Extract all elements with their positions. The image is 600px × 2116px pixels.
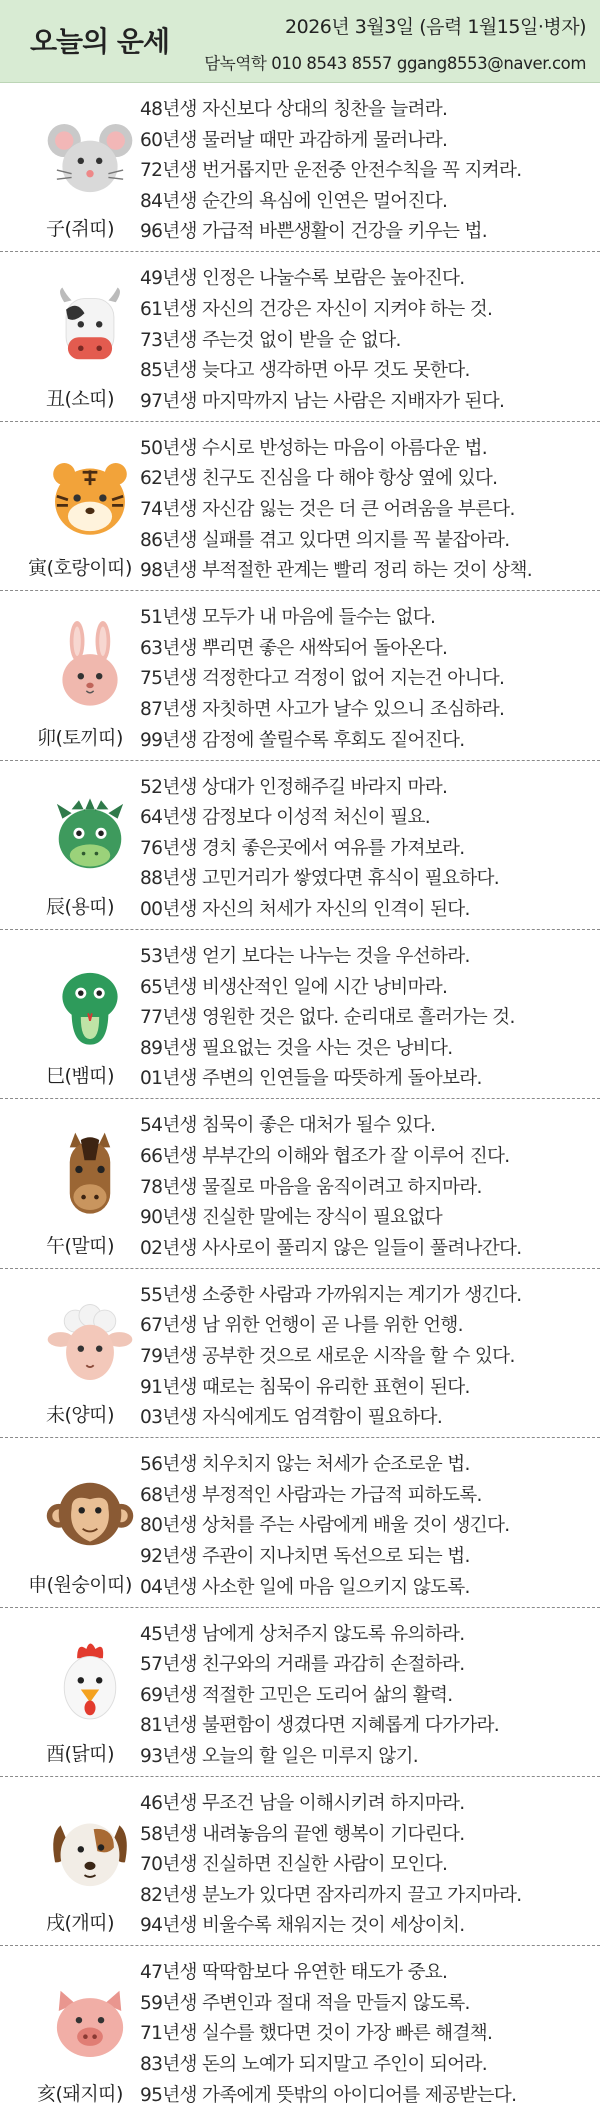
fortune-line: 93년생 오늘의 할 일은 미루지 않기.: [140, 1745, 418, 1767]
fortune-line: 90년생 진실한 말에는 장식이 필요없다: [140, 1207, 443, 1229]
fortune-line: 65년생 비생산적인 일에 시간 낭비마라.: [140, 976, 448, 998]
page-title: 오늘의 운세: [30, 25, 169, 58]
zodiac-row-pig: [0, 1946, 600, 2115]
fortune-line: 94년생 비울수록 채워지는 것이 세상이치.: [140, 1915, 465, 1937]
fortune-lines: [140, 761, 499, 929]
fortune-line: 00년생 자신의 처세가 자신의 인격이 된다.: [140, 898, 470, 920]
fortune-lines: [140, 422, 532, 590]
fortune-line: 54년생 침묵이 좋은 대처가 될수 있다.: [140, 1115, 436, 1137]
fortune-line: 75년생 걱정한다고 걱정이 없어 지는건 아니다.: [140, 668, 505, 690]
fortune-line: 64년생 감정보다 이성적 처신이 필요.: [140, 807, 430, 829]
zodiac-label: 丑(소띠): [45, 387, 115, 410]
fortune-line: 72년생 번거롭지만 운전중 안전수칙을 꼭 지켜라.: [140, 160, 522, 182]
fortune-line: 68년생 부정적인 사람과는 가급적 피하도록.: [140, 1484, 482, 1506]
fortune-lines: [140, 83, 522, 251]
snake-face-icon: [44, 960, 136, 1052]
zodiac-label: 亥(돼지띠): [37, 2082, 123, 2105]
zodiac-label: 辰(용띠): [45, 895, 115, 918]
zodiac-row-rooster: [0, 1608, 600, 1777]
rooster-face-icon: [44, 1638, 136, 1730]
zodiac-label: 申(원숭이띠): [28, 1573, 132, 1596]
fortune-lines: [140, 591, 504, 759]
fortune-line: 70년생 진실하면 진실한 사람이 모인다.: [140, 1854, 448, 1876]
fortune-line: 79년생 공부한 것으로 새로운 시작을 할 수 있다.: [140, 1345, 515, 1367]
horse-face-icon: [44, 1129, 136, 1221]
fortune-line: 99년생 감정에 쏠릴수록 후회도 짙어진다.: [140, 729, 465, 751]
zodiac-row-ox: [0, 252, 600, 421]
zodiac-label: 未(양띠): [45, 1404, 115, 1427]
fortune-line: 92년생 주관이 지나치면 독선으로 되는 법.: [140, 1545, 470, 1567]
zodiac-label: 子(쥐띠): [45, 218, 115, 241]
fortune-line: 91년생 때로는 침묵이 유리한 표현이 된다.: [140, 1376, 470, 1398]
fortune-line: 60년생 물러날 때만 과감하게 물러나라.: [140, 129, 448, 151]
fortune-line: 97년생 마지막까지 남는 사람은 지배자가 된다.: [140, 390, 505, 412]
zodiac-row-sheep: [0, 1269, 600, 1438]
ox-face-icon: [44, 282, 136, 374]
fortune-line: 95년생 가족에게 뜻밖의 아이디어를 제공받는다.: [140, 2084, 517, 2106]
fortune-line: 76년생 경치 좋은곳에서 여유를 가져보라.: [140, 837, 465, 859]
fortune-lines: [140, 1099, 522, 1267]
fortune-line: 87년생 자칫하면 사고가 날수 있으니 조심하라.: [140, 698, 505, 720]
sheep-face-icon: [44, 1299, 136, 1391]
zodiac-row-dragon: [0, 761, 600, 930]
zodiac-label: 卯(토끼띠): [37, 726, 123, 749]
fortune-line: 49년생 인정은 나눌수록 보람은 높아진다.: [140, 268, 465, 290]
monkey-face-icon: [44, 1468, 136, 1560]
tiger-face-icon: [44, 452, 136, 544]
fortune-line: 69년생 적절한 고민은 도리어 삶의 활력.: [140, 1684, 453, 1706]
fortune-line: 84년생 순간의 욕심에 인연은 멀어진다.: [140, 190, 448, 212]
zodiac-label: 午(말띠): [45, 1234, 115, 1257]
zodiac-label: 寅(호랑이띠): [28, 557, 132, 580]
zodiac-row-tiger: [0, 422, 600, 591]
fortune-lines: [140, 1777, 522, 1945]
fortune-line: 89년생 필요없는 것을 사는 것은 낭비다.: [140, 1037, 453, 1059]
fortune-line: 03년생 자식에게도 엄격함이 필요하다.: [140, 1407, 443, 1429]
fortune-lines: [140, 1438, 509, 1606]
fortune-line: 62년생 친구도 진심을 다 해야 항상 옆에 있다.: [140, 468, 498, 490]
fortune-line: 59년생 주변인과 절대 적을 만들지 않도록.: [140, 1992, 470, 2014]
fortune-line: 98년생 부적절한 관계는 빨리 정리 하는 것이 상책.: [140, 560, 532, 582]
fortune-line: 56년생 치우치지 않는 처세가 순조로운 법.: [140, 1454, 470, 1476]
pig-face-icon: [44, 1976, 136, 2068]
dragon-face-icon: [44, 791, 136, 883]
fortune-lines: [140, 1946, 516, 2115]
fortune-line: 50년생 수시로 반성하는 마음이 아름다운 법.: [140, 437, 487, 459]
header: [0, 0, 600, 83]
zodiac-row-monkey: [0, 1438, 600, 1607]
fortune-line: 80년생 상처를 주는 사람에게 배울 것이 생긴다.: [140, 1515, 510, 1537]
zodiac-list: [0, 83, 600, 2116]
fortune-lines: [140, 1608, 499, 1776]
rabbit-face-icon: [44, 621, 136, 713]
zodiac-row-rabbit: [0, 591, 600, 760]
fortune-line: 52년생 상대가 인정해주길 바라지 마라.: [140, 776, 448, 798]
fortune-lines: [140, 930, 515, 1098]
fortune-line: 04년생 사소한 일에 마음 일으키지 않도록.: [140, 1576, 470, 1598]
date-line: 2026년 3월3일 (음력 1월15일·병자): [285, 16, 586, 38]
fortune-line: 81년생 불편함이 생겼다면 지혜롭게 다가가라.: [140, 1715, 500, 1737]
fortune-line: 45년생 남에게 상처주지 않도록 유의하라.: [140, 1623, 465, 1645]
fortune-line: 85년생 늦다고 생각하면 아무 것도 못한다.: [140, 360, 470, 382]
contact-line: 담녹역학 010 8543 8557 ggang8553@naver.com: [204, 54, 586, 73]
fortune-line: 53년생 얻기 보다는 나누는 것을 우선하라.: [140, 945, 470, 967]
fortune-line: 77년생 영원한 것은 없다. 순리대로 흘러가는 것.: [140, 1007, 515, 1029]
zodiac-row-rat: [0, 83, 600, 252]
zodiac-row-snake: [0, 930, 600, 1099]
fortune-line: 67년생 남 위한 언행이 곧 나를 위한 언행.: [140, 1315, 463, 1337]
fortune-line: 55년생 소중한 사람과 가까워지는 계기가 생긴다.: [140, 1284, 522, 1306]
fortune-line: 48년생 자신보다 상대의 칭찬을 늘려라.: [140, 99, 448, 120]
zodiac-row-horse: [0, 1099, 600, 1268]
fortune-line: 88년생 고민거리가 쌓였다면 휴식이 필요하다.: [140, 868, 500, 890]
fortune-line: 02년생 사사로이 풀리지 않은 일들이 풀려나간다.: [140, 1237, 522, 1259]
fortune-line: 51년생 모두가 내 마음에 들수는 없다.: [140, 607, 436, 629]
fortune-line: 71년생 실수를 했다면 것이 가장 빠른 해결책.: [140, 2023, 493, 2045]
fortune-line: 01년생 주변의 인연들을 따뜻하게 돌아보라.: [140, 1068, 482, 1090]
fortune-lines: [140, 1269, 522, 1437]
fortune-line: 47년생 딱딱함보다 유연한 태도가 중요.: [140, 1962, 448, 1984]
fortune-line: 58년생 내려놓음의 끝엔 행복이 기다린다.: [140, 1823, 465, 1845]
zodiac-label: 戌(개띠): [45, 1912, 115, 1935]
zodiac-row-dog: [0, 1777, 600, 1946]
fortune-line: 46년생 무조건 남을 이해시키려 하지마라.: [140, 1792, 465, 1814]
fortune-line: 57년생 친구와의 거래를 과감히 손절하라.: [140, 1654, 465, 1676]
fortune-line: 61년생 자신의 건강은 자신이 지켜야 하는 것.: [140, 298, 493, 320]
fortune-line: 86년생 실패를 겪고 있다면 의지를 꼭 붙잡아라.: [140, 529, 510, 551]
fortune-line: 78년생 물질로 마음을 움직이려고 하지마라.: [140, 1176, 482, 1198]
fortune-line: 66년생 부부간의 이해와 협조가 잘 이루어 진다.: [140, 1145, 510, 1167]
fortune-line: 63년생 뿌리면 좋은 새싹되어 돌아온다.: [140, 637, 448, 659]
fortune-lines: [140, 252, 504, 420]
rat-face-icon: [44, 113, 136, 205]
fortune-line: 74년생 자신감 잃는 것은 더 큰 어려움을 부른다.: [140, 498, 515, 520]
zodiac-label: 巳(뱀띠): [45, 1065, 115, 1088]
fortune-line: 83년생 돈의 노예가 되지말고 주인이 되어라.: [140, 2054, 487, 2076]
fortune-line: 73년생 주는것 없이 받을 순 없다.: [140, 329, 401, 351]
fortune-line: 96년생 가급적 바쁜생활이 건강을 키우는 법.: [140, 221, 487, 243]
zodiac-label: 酉(닭띠): [45, 1742, 115, 1765]
fortune-line: 82년생 분노가 있다면 잠자리까지 끌고 가지마라.: [140, 1884, 522, 1906]
dog-face-icon: [44, 1807, 136, 1899]
